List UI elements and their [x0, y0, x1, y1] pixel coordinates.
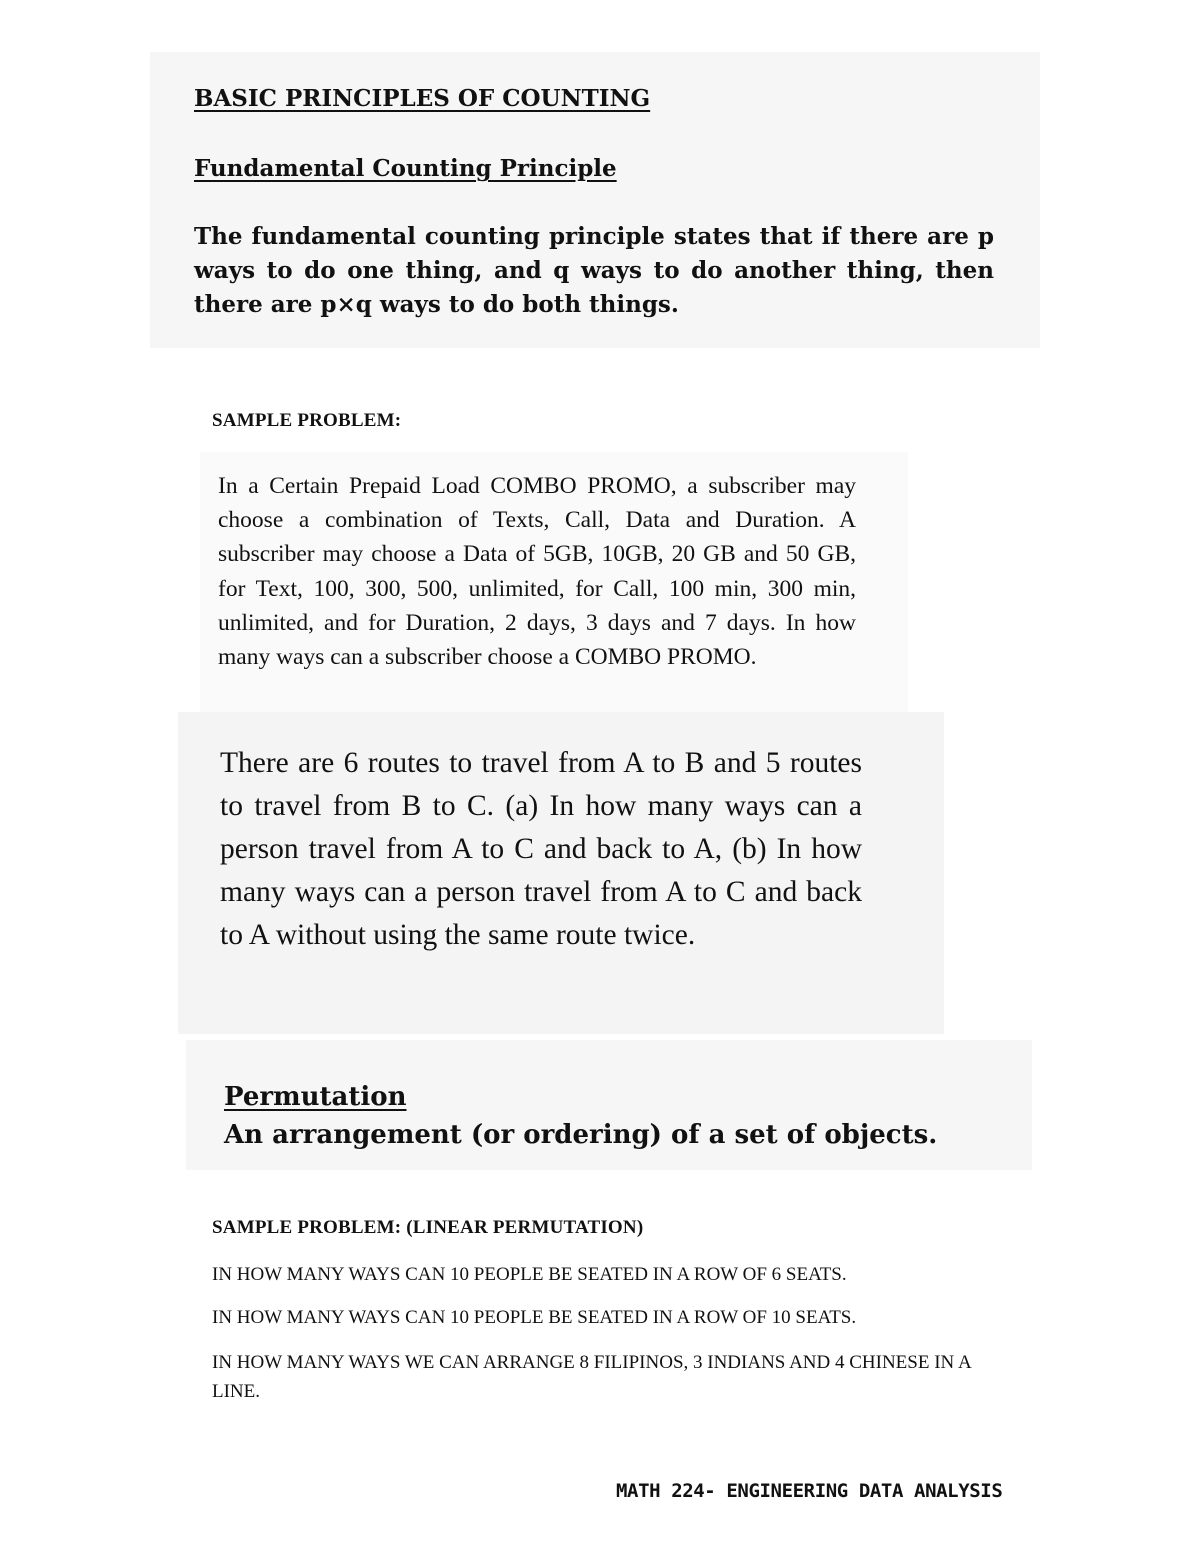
- combo-promo-problem: In a Certain Prepaid Load COMBO PROMO, a subscriber may choose a combination of Texts, Call, Data and Duration. A subscriber may choose a Data of 5GB, 10GB, 20 GB and 50 GB, for Text, 100, 300, 500, unlimited, for Call, 100 min, 300 min, unlimited, and for Duration, 2 days, 3 days and 7 days. In how many ways can a subscriber choose a COMBO PROMO.: [218, 473, 856, 671]
- counting-principle-block: [150, 52, 1040, 348]
- routes-problem-block: [178, 712, 944, 1034]
- sample-problem-label: SAMPLE PROBLEM:: [212, 410, 402, 431]
- permutation-definition: An arrangement (or ordering) of a set of objects.: [224, 1120, 938, 1150]
- course-footer: MATH 224- ENGINEERING DATA ANALYSIS: [616, 1480, 1003, 1502]
- section-heading-permutation: Permutation: [224, 1082, 407, 1112]
- principle-statement: The fundamental counting principle states that if there are p ways to do one thing, and q ways to do another thing, then there are p×q ways to do both things.: [194, 223, 994, 318]
- linear-problem-3: IN HOW MANY WAYS WE CAN ARRANGE 8 FILIPINOS, 3 INDIANS AND 4 CHINESE IN A LINE.: [212, 1352, 971, 1402]
- page-title: BASIC PRINCIPLES OF COUNTING: [194, 85, 651, 112]
- section-heading-fundamental: Fundamental Counting Principle: [194, 155, 617, 182]
- routes-problem: There are 6 routes to travel from A to B and 5 routes to travel from B to C. (a) In how many ways can a person travel from A to C and back to A, (b) In how many ways can a person travel from A to C and back to A without using the same route twice.: [220, 747, 862, 951]
- combo-promo-problem-block: [200, 452, 908, 714]
- linear-problem-1: IN HOW MANY WAYS CAN 10 PEOPLE BE SEATED IN A ROW OF 6 SEATS.: [212, 1264, 847, 1285]
- linear-problem-2: IN HOW MANY WAYS CAN 10 PEOPLE BE SEATED IN A ROW OF 10 SEATS.: [212, 1307, 857, 1328]
- linear-permutation-label: SAMPLE PROBLEM: (LINEAR PERMUTATION): [212, 1217, 644, 1238]
- permutation-block: [186, 1040, 1032, 1170]
